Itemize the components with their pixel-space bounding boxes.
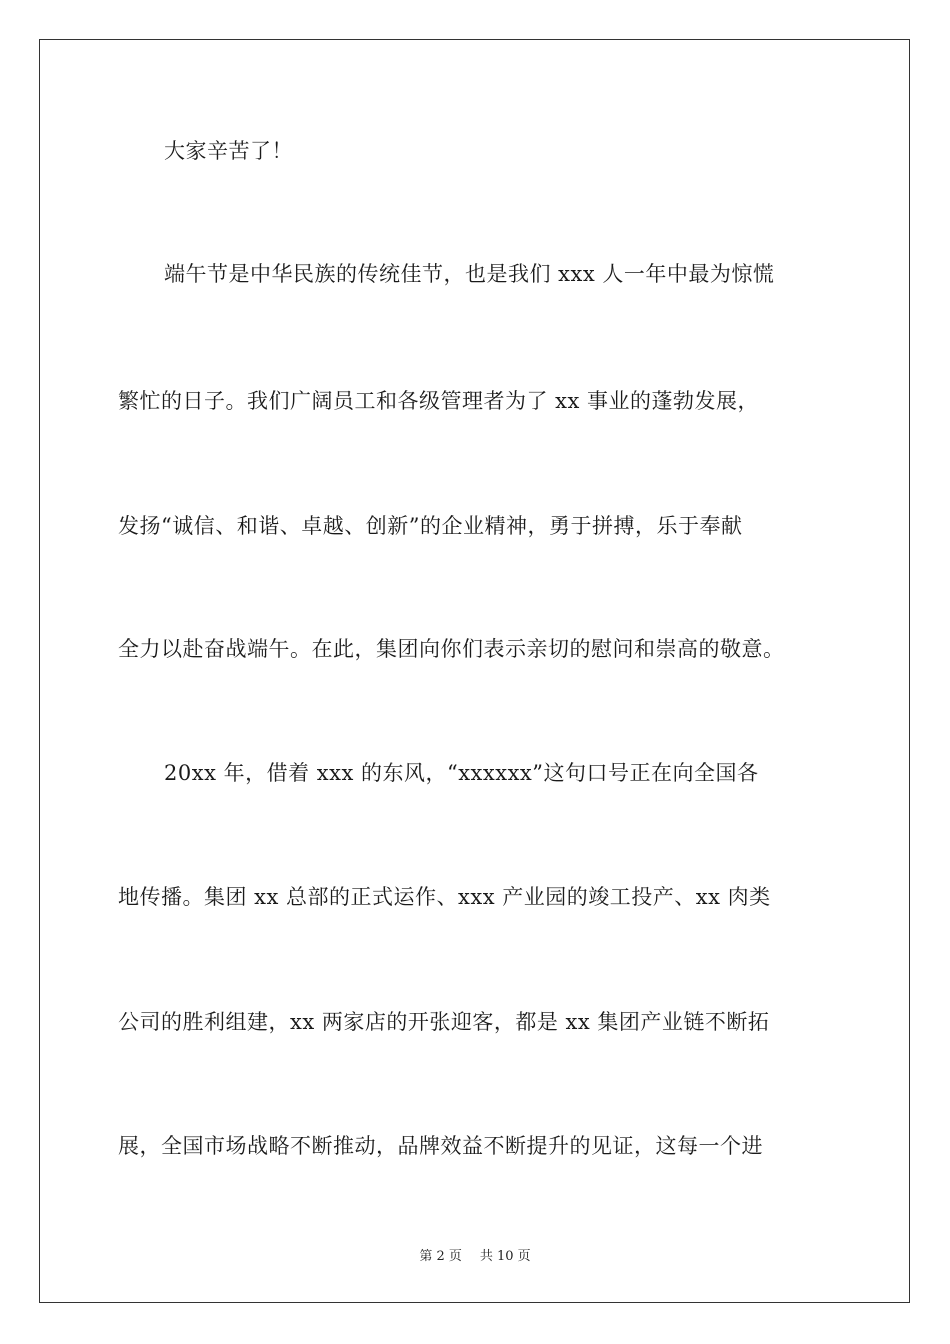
paragraph-line: 大家辛苦了！ <box>164 139 293 163</box>
page-border <box>39 39 910 1303</box>
page-total: 共 10 页 <box>479 1249 531 1264</box>
paragraph-line: 地传播。集团 xx 总部的正式运作、xxx 产业园的竣工投产、xx 肉类 <box>118 885 771 909</box>
page-number: 第 2 页 <box>419 1249 462 1264</box>
paragraph-line: 发扬“诚信、和谐、卓越、创新”的企业精神，勇于拼搏，乐于奉献 <box>118 514 743 538</box>
paragraph-line: 端午节是中华民族的传统佳节，也是我们 xxx 人一年中最为惊慌 <box>164 262 775 286</box>
page-footer <box>0 1249 950 1265</box>
paragraph-line: 繁忙的日子。我们广阔员工和各级管理者为了 xx 事业的蓬勃发展， <box>118 389 760 413</box>
paragraph-line: 展，全国市场战略不断推动，品牌效益不断提升的见证，这每一个进 <box>118 1134 763 1158</box>
paragraph-line: 公司的胜利组建，xx 两家店的开张迎客，都是 xx 集团产业链不断拓 <box>118 1010 770 1034</box>
paragraph-line: 20xx 年，借着 xxx 的东风，“xxxxxx”这句口号正在向全国各 <box>164 761 759 785</box>
paragraph-line: 全力以赴奋战端午。在此，集团向你们表示亲切的慰问和崇高的敬意。 <box>118 637 785 661</box>
